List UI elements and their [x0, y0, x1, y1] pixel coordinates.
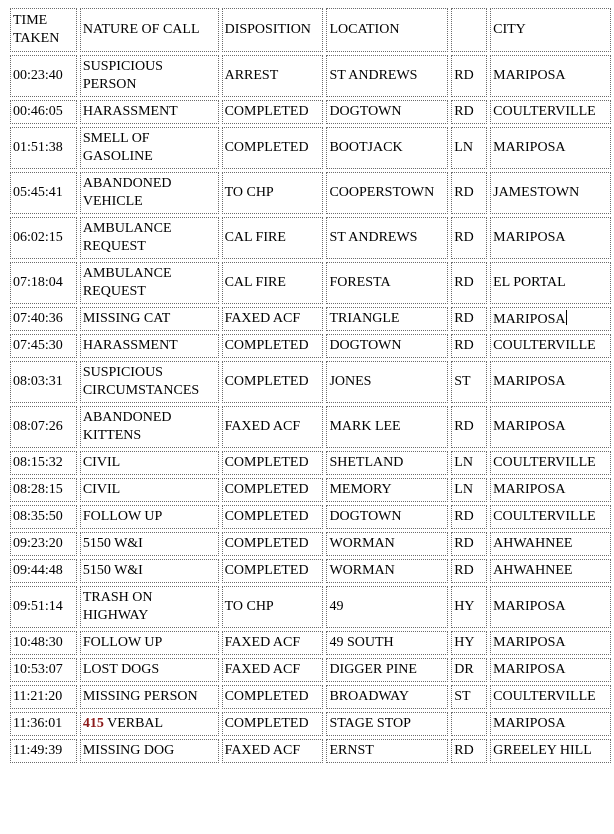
cell-city [490, 532, 611, 556]
cell-suffix [451, 361, 487, 403]
cell-location-text: JONES [329, 374, 372, 389]
cell-disposition-text: CAL FIRE [224, 275, 286, 290]
cell-location-text: STAGE STOP [329, 716, 411, 731]
cell-city [490, 685, 611, 709]
cell-time [10, 712, 77, 736]
cell-location-text: ST ANDREWS [329, 68, 418, 83]
cell-suffix [451, 307, 487, 331]
cell-location [326, 334, 448, 358]
cell-time [10, 631, 77, 655]
cell-nature-text: CIVIL [82, 455, 121, 470]
cell-location [326, 262, 448, 304]
cell-city [490, 55, 611, 97]
cell-location-text: TRIANGLE [329, 311, 400, 326]
cell-time [10, 505, 77, 529]
cell-location-text: 49 SOUTH [329, 635, 394, 650]
cell-suffix-text: RD [454, 338, 474, 353]
cell-nature [80, 406, 219, 448]
call-code: 415 [82, 716, 104, 731]
cell-disposition [222, 451, 324, 475]
cell-suffix-text: RD [454, 509, 474, 524]
cell-disposition-text: COMPLETED [224, 338, 309, 353]
cell-disposition [222, 559, 324, 583]
cell-disposition-text: FAXED ACF [224, 419, 301, 434]
cell-time [10, 217, 77, 259]
cell-nature [80, 172, 219, 214]
cell-nature [80, 478, 219, 502]
cell-nature-text: 5150 W&I [82, 536, 143, 551]
cell-location [326, 451, 448, 475]
cell-location-text: BOOTJACK [329, 140, 403, 155]
cell-location [326, 505, 448, 529]
cell-location-text: FORESTA [329, 275, 391, 290]
header-city: CITY [490, 8, 611, 52]
cell-nature [80, 739, 219, 763]
cell-suffix [451, 172, 487, 214]
cell-city-text: COULTERVILLE [493, 455, 596, 470]
header-location: LOCATION [326, 8, 448, 52]
cell-city [490, 262, 611, 304]
cell-time [10, 172, 77, 214]
cell-time-text: 09:23:20 [13, 536, 63, 551]
cell-nature-text: HARASSMENT [82, 104, 178, 119]
cell-nature-text: FOLLOW UP [82, 509, 163, 524]
cell-time-text: 10:48:30 [13, 635, 63, 650]
cell-nature-text: AMBULANCE REQUEST [82, 266, 172, 299]
cell-location-text: DOGTOWN [329, 338, 402, 353]
cell-city [490, 658, 611, 682]
cell-time-text: 08:03:31 [13, 374, 63, 389]
cell-disposition [222, 334, 324, 358]
cell-nature-text: FOLLOW UP [82, 635, 163, 650]
cell-nature-text: ABANDONED KITTENS [82, 410, 172, 443]
cell-disposition-text: FAXED ACF [224, 743, 301, 758]
cell-disposition-text: COMPLETED [224, 104, 309, 119]
cell-disposition [222, 739, 324, 763]
cell-suffix [451, 631, 487, 655]
cell-city-text: EL PORTAL [493, 275, 566, 290]
cell-location-text: DIGGER PINE [329, 662, 417, 677]
cell-suffix [451, 658, 487, 682]
table-row [10, 532, 611, 556]
call-nature-text: VERBAL [107, 716, 164, 731]
cell-location-text: DOGTOWN [329, 509, 402, 524]
cell-suffix-text: LN [454, 455, 473, 470]
table-row [10, 478, 611, 502]
cell-time [10, 451, 77, 475]
cell-disposition-text: COMPLETED [224, 374, 309, 389]
cell-nature-text: MISSING CAT [82, 311, 171, 326]
cell-suffix [451, 55, 487, 97]
cell-nature [80, 559, 219, 583]
cell-city-text: COULTERVILLE [493, 338, 596, 353]
cell-time-text: 06:02:15 [13, 230, 63, 245]
cell-nature-text: 5150 W&I [82, 563, 143, 578]
header-row [10, 8, 611, 52]
cell-nature-text: SUSPICIOUS CIRCUMSTANCES [82, 365, 200, 398]
table-row [10, 451, 611, 475]
table-row [10, 217, 611, 259]
call-log-body [10, 8, 611, 763]
cell-suffix [451, 685, 487, 709]
cell-nature [80, 127, 219, 169]
cell-disposition-text: FAXED ACF [224, 662, 301, 677]
table-row [10, 631, 611, 655]
cell-city [490, 712, 611, 736]
cell-suffix [451, 127, 487, 169]
cell-nature [80, 685, 219, 709]
cell-suffix [451, 262, 487, 304]
cell-disposition-text: COMPLETED [224, 509, 309, 524]
cell-disposition [222, 100, 324, 124]
cell-time [10, 406, 77, 448]
cell-location [326, 532, 448, 556]
cell-city [490, 100, 611, 124]
table-row [10, 406, 611, 448]
cell-time-text: 07:45:30 [13, 338, 63, 353]
cell-disposition [222, 532, 324, 556]
cell-suffix [451, 559, 487, 583]
cell-time [10, 307, 77, 331]
cell-disposition [222, 406, 324, 448]
cell-disposition [222, 55, 324, 97]
cell-nature-text: CIVIL [82, 482, 121, 497]
cell-suffix-text: LN [454, 140, 473, 155]
cell-nature-text: MISSING PERSON [82, 689, 198, 704]
table-row [10, 262, 611, 304]
cell-disposition [222, 658, 324, 682]
cell-disposition [222, 172, 324, 214]
cell-suffix [451, 451, 487, 475]
cell-disposition-text: COMPLETED [224, 482, 309, 497]
table-row [10, 586, 611, 628]
cell-suffix-text: RD [454, 536, 474, 551]
cell-city-text: AHWAHNEE [493, 536, 573, 551]
cell-city [490, 334, 611, 358]
cell-suffix-text: ST [454, 374, 471, 389]
cell-suffix-text: RD [454, 230, 474, 245]
cell-time-text: 05:45:41 [13, 185, 63, 200]
cell-suffix-text: HY [454, 599, 475, 614]
cell-location-text: COOPERSTOWN [329, 185, 435, 200]
cell-suffix-text: LN [454, 482, 473, 497]
text-cursor [566, 310, 567, 325]
cell-suffix-text: DR [454, 662, 474, 677]
cell-time [10, 559, 77, 583]
cell-city-text: AHWAHNEE [493, 563, 573, 578]
cell-city-text: MARIPOSA [493, 311, 566, 327]
cell-location-text: BROADWAY [329, 689, 410, 704]
cell-time [10, 685, 77, 709]
table-row [10, 55, 611, 97]
cell-disposition [222, 217, 324, 259]
cell-location [326, 127, 448, 169]
cell-city-text: MARIPOSA [493, 140, 566, 155]
cell-city [490, 127, 611, 169]
cell-suffix [451, 712, 487, 736]
cell-disposition-text: COMPLETED [224, 716, 309, 731]
cell-time [10, 532, 77, 556]
cell-time-text: 08:35:50 [13, 509, 63, 524]
cell-location [326, 685, 448, 709]
cell-time-text: 11:21:20 [13, 689, 63, 704]
cell-time [10, 100, 77, 124]
cell-time [10, 478, 77, 502]
cell-nature [80, 586, 219, 628]
cell-city-text: COULTERVILLE [493, 509, 596, 524]
table-row [10, 307, 611, 331]
cell-suffix [451, 586, 487, 628]
cell-city-text: MARIPOSA [493, 374, 566, 389]
cell-time [10, 658, 77, 682]
cell-time-text: 00:23:40 [13, 68, 63, 83]
cell-disposition [222, 127, 324, 169]
cell-nature [80, 658, 219, 682]
header-suffix [451, 8, 487, 52]
cell-suffix-text: RD [454, 563, 474, 578]
cell-city-text: MARIPOSA [493, 635, 566, 650]
cell-disposition-text: COMPLETED [224, 140, 309, 155]
cell-time [10, 586, 77, 628]
cell-location-text: WORMAN [329, 536, 395, 551]
cell-city [490, 478, 611, 502]
cell-suffix-text: RD [454, 104, 474, 119]
cell-city-text: GREELEY HILL [493, 743, 592, 758]
cell-nature-text: HARASSMENT [82, 338, 178, 353]
cell-nature-text: SMELL OF GASOLINE [82, 131, 153, 164]
cell-suffix-text: RD [454, 68, 474, 83]
cell-nature [80, 451, 219, 475]
cell-suffix [451, 100, 487, 124]
cell-city [490, 406, 611, 448]
table-row [10, 559, 611, 583]
cell-time-text: 08:07:26 [13, 419, 63, 434]
cell-time [10, 334, 77, 358]
cell-nature [80, 712, 219, 736]
cell-time [10, 361, 77, 403]
cell-suffix [451, 505, 487, 529]
cell-suffix-text: RD [454, 185, 474, 200]
cell-disposition-text: CAL FIRE [224, 230, 286, 245]
cell-nature-text: LOST DOGS [82, 662, 160, 677]
cell-suffix [451, 532, 487, 556]
cell-time [10, 127, 77, 169]
cell-time-text: 08:15:32 [13, 455, 63, 470]
cell-location-text: ST ANDREWS [329, 230, 418, 245]
cell-location-text: MARK LEE [329, 419, 401, 434]
cell-city [490, 505, 611, 529]
cell-time [10, 262, 77, 304]
cell-city [490, 307, 611, 331]
cell-nature-text: AMBULANCE REQUEST [82, 221, 172, 254]
cell-time-text: 00:46:05 [13, 104, 63, 119]
cell-time-text: 11:36:01 [13, 716, 63, 731]
cell-disposition-text: FAXED ACF [224, 311, 301, 326]
table-row [10, 712, 611, 736]
cell-disposition [222, 307, 324, 331]
cell-city-text: MARIPOSA [493, 419, 566, 434]
cell-disposition-text: COMPLETED [224, 689, 309, 704]
cell-location-text: ERNST [329, 743, 374, 758]
cell-city [490, 361, 611, 403]
cell-nature [80, 262, 219, 304]
cell-nature [80, 307, 219, 331]
cell-suffix-text: RD [454, 275, 474, 290]
cell-nature [80, 55, 219, 97]
cell-location [326, 658, 448, 682]
cell-location [326, 712, 448, 736]
cell-city-text: MARIPOSA [493, 68, 566, 83]
cell-disposition [222, 586, 324, 628]
cell-time-text: 11:49:39 [13, 743, 63, 758]
cell-city [490, 559, 611, 583]
cell-suffix-text: ST [454, 689, 471, 704]
cell-location [326, 361, 448, 403]
cell-disposition [222, 685, 324, 709]
cell-city-text: JAMESTOWN [493, 185, 580, 200]
cell-disposition-text: ARREST [224, 68, 279, 83]
cell-city-text: MARIPOSA [493, 599, 566, 614]
table-row [10, 127, 611, 169]
cell-location [326, 739, 448, 763]
cell-city-text: COULTERVILLE [493, 104, 596, 119]
header-nature-of-call: NATURE OF CALL [80, 8, 219, 52]
cell-location [326, 478, 448, 502]
cell-suffix [451, 406, 487, 448]
cell-time [10, 739, 77, 763]
table-row [10, 100, 611, 124]
cell-nature-text: MISSING DOG [82, 743, 175, 758]
cell-location [326, 406, 448, 448]
header-disposition: DISPOSITION [222, 8, 324, 52]
table-row [10, 739, 611, 763]
cell-suffix [451, 217, 487, 259]
cell-city-text: MARIPOSA [493, 482, 566, 497]
cell-suffix-text: RD [454, 419, 474, 434]
cell-nature-text: ABANDONED VEHICLE [82, 176, 172, 209]
cell-time-text: 09:44:48 [13, 563, 63, 578]
cell-disposition-text: COMPLETED [224, 455, 309, 470]
cell-time-text: 07:18:04 [13, 275, 63, 290]
cell-suffix [451, 478, 487, 502]
table-row [10, 172, 611, 214]
cell-time-text: 08:28:15 [13, 482, 63, 497]
cell-city-text: MARIPOSA [493, 662, 566, 677]
cell-city [490, 217, 611, 259]
cell-suffix [451, 334, 487, 358]
cell-city-text: COULTERVILLE [493, 689, 596, 704]
cell-suffix-text: HY [454, 635, 475, 650]
cell-city [490, 451, 611, 475]
cell-disposition [222, 505, 324, 529]
table-row [10, 334, 611, 358]
cell-disposition [222, 262, 324, 304]
table-row [10, 658, 611, 682]
cell-city-text: MARIPOSA [493, 716, 566, 731]
header-time-taken: TIME TAKEN [10, 8, 77, 52]
table-row [10, 685, 611, 709]
cell-location-text: SHETLAND [329, 455, 404, 470]
cell-city [490, 172, 611, 214]
cell-disposition-text: FAXED ACF [224, 635, 301, 650]
cell-location [326, 586, 448, 628]
cell-time-text: 09:51:14 [13, 599, 63, 614]
cell-disposition-text: COMPLETED [224, 536, 309, 551]
cell-disposition-text: TO CHP [224, 185, 274, 200]
table-row [10, 361, 611, 403]
cell-location-text: WORMAN [329, 563, 395, 578]
cell-nature [80, 505, 219, 529]
cell-nature [80, 334, 219, 358]
cell-suffix [451, 739, 487, 763]
cell-city-text: MARIPOSA [493, 230, 566, 245]
cell-suffix-text: RD [454, 743, 474, 758]
cell-nature [80, 217, 219, 259]
cell-location-text: DOGTOWN [329, 104, 402, 119]
cell-location [326, 307, 448, 331]
cell-time-text: 07:40:36 [13, 311, 63, 326]
cell-time-text: 10:53:07 [13, 662, 63, 677]
cell-location [326, 559, 448, 583]
cell-nature [80, 532, 219, 556]
cell-disposition-text: COMPLETED [224, 563, 309, 578]
cell-location [326, 100, 448, 124]
cell-disposition [222, 631, 324, 655]
cell-disposition [222, 361, 324, 403]
table-row [10, 505, 611, 529]
cell-time [10, 55, 77, 97]
cell-location [326, 55, 448, 97]
call-log-table [7, 5, 614, 766]
cell-time-text: 01:51:38 [13, 140, 63, 155]
cell-nature-text: SUSPICIOUS PERSON [82, 59, 163, 92]
cell-location [326, 172, 448, 214]
cell-location [326, 217, 448, 259]
cell-nature [80, 361, 219, 403]
cell-suffix-text: RD [454, 311, 474, 326]
cell-city [490, 739, 611, 763]
cell-disposition [222, 478, 324, 502]
cell-nature [80, 100, 219, 124]
cell-nature-text: TRASH ON HIGHWAY [82, 590, 153, 623]
cell-location [326, 631, 448, 655]
cell-location-text: 49 [329, 599, 344, 614]
cell-city [490, 631, 611, 655]
cell-nature [80, 631, 219, 655]
cell-city [490, 586, 611, 628]
cell-disposition [222, 712, 324, 736]
cell-location-text: MEMORY [329, 482, 392, 497]
cell-disposition-text: TO CHP [224, 599, 274, 614]
